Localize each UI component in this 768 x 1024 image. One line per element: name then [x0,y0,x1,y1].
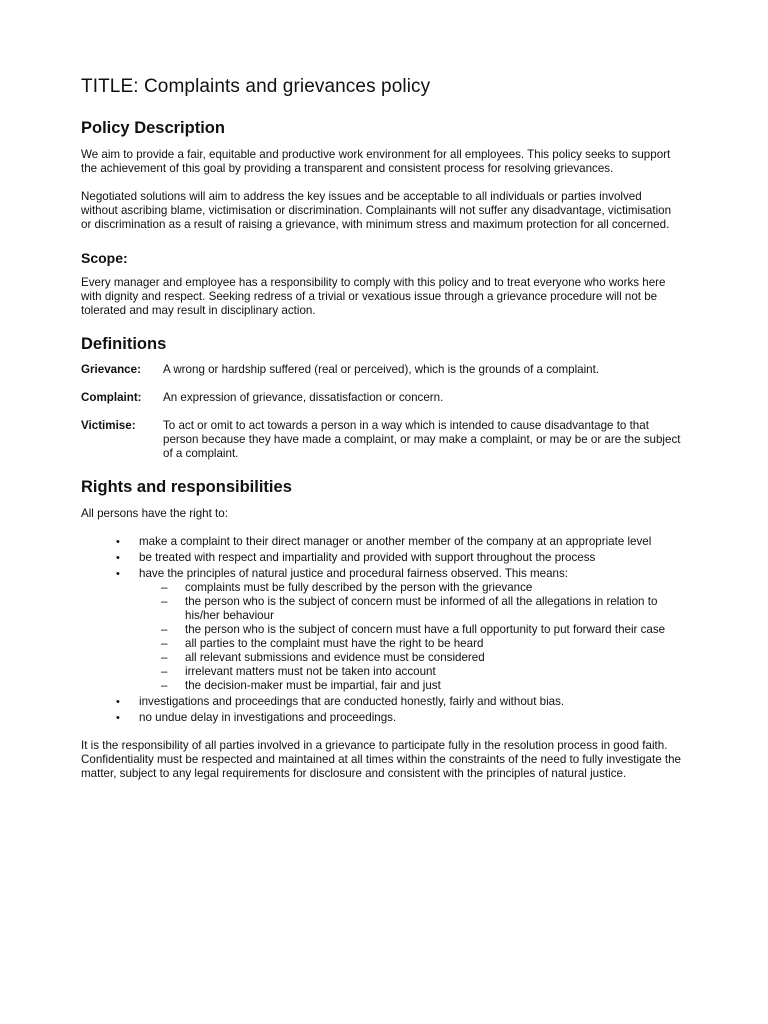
bullet-icon: • [116,536,120,548]
document-page [81,74,681,781]
rights-intro: All persons have the right to: [81,507,228,520]
sub-list-item [139,581,681,595]
definitions-section [81,333,681,461]
definitions-heading: Definitions [81,335,167,353]
sub-list-item [139,679,681,693]
policy-description-paragraph-1: We aim to provide a fair, equitable and productive work environment for all employees. This policy seeks to support the achievement of this goal by providing a transparent and consistent process for resolving grievances. [81,148,671,175]
dash-icon: – [161,581,168,594]
definition-term: Victimise: [81,419,136,432]
rights-heading: Rights and responsibilities [81,478,292,496]
list-item [81,535,681,549]
definition-text: An expression of grievance, dissatisfaction or concern. [163,391,444,404]
scope-section [81,248,681,318]
dash-icon: – [161,651,168,664]
list-item [81,567,681,693]
definition-text: A wrong or hardship suffered (real or perceived), which is the grounds of a complaint. [163,363,600,376]
list-item-text: be treated with respect and impartiality and provided with support throughout the process [139,551,596,564]
bullet-icon: • [116,552,120,564]
sub-list-item-text: all relevant submissions and evidence must be considered [185,651,485,664]
bullet-icon: • [116,696,120,708]
sub-list-item-text: the person who is the subject of concern must be informed of all the allegations in relation to his/her behaviour [185,595,658,622]
sub-list-item-text: complaints must be fully described by the person with the grievance [185,581,533,594]
list-item-text: no undue delay in investigations and proceedings. [139,711,397,724]
definition-term: Complaint: [81,391,142,404]
sub-list-item-text: all parties to the complaint must have the right to be heard [185,637,484,650]
definition-term: Grievance: [81,363,141,376]
scope-heading: Scope: [81,250,128,266]
definition-grievance [81,363,681,377]
list-item-text: have the principles of natural justice and procedural fairness observed. This means: [139,567,568,580]
policy-description-section [81,117,681,232]
rights-bullet-list [81,535,681,725]
sub-list-item [139,595,681,623]
dash-icon: – [161,623,168,636]
rights-closing-paragraph: It is the responsibility of all parties involved in a grievance to participate fully in the resolution process in good faith. Confidentiality must be respected and maintained at all times within the constraints of the need to fully investigate the matter, subject to any legal requirements for disclosure and consistent with the principles of natural justice. [81,739,681,780]
policy-description-heading: Policy Description [81,119,225,137]
bullet-icon: • [116,712,120,724]
dash-icon: – [161,595,168,608]
sub-list-item [139,623,681,637]
sub-list-item-text: the person who is the subject of concern must have a full opportunity to put forward their case [185,623,666,636]
list-item [81,551,681,565]
sub-list-item [139,651,681,665]
dash-icon: – [161,679,168,692]
list-item [81,695,681,709]
dash-icon: – [161,637,168,650]
list-item [81,711,681,725]
definition-complaint [81,391,681,405]
list-item-text: make a complaint to their direct manager or another member of the company at an appropriate level [139,535,652,548]
sub-list-item [139,637,681,651]
natural-justice-sublist [139,581,681,693]
sub-list-item-text: irrelevant matters must not be taken into account [185,665,436,678]
bullet-icon: • [116,568,120,580]
definition-text: To act or omit to act towards a person in a way which is intended to cause disadvantage to that person because they have made a complaint, or may make a complaint, or may be or are the subject of a complaint. [163,419,681,460]
policy-description-paragraph-2: Negotiated solutions will aim to address the key issues and be acceptable to all individuals or parties involved without ascribing blame, victimisation or discrimination. Complainants will not suffer any disadvantage, victimisation or discrimination as a result of raising a grievance, with minimum stress and maximum protection for all concerned. [81,190,672,231]
sub-list-item-text: the decision-maker must be impartial, fair and just [185,679,441,692]
scope-paragraph: Every manager and employee has a responsibility to comply with this policy and to treat everyone who works here with dignity and respect. Seeking redress of a trivial or vexatious issue through a grievance procedure will not be tolerated and may result in disciplinary action. [81,276,666,317]
sub-list-item [139,665,681,679]
definition-victimise [81,419,681,461]
document-title: TITLE: Complaints and grievances policy [81,76,431,97]
rights-section [81,476,681,781]
dash-icon: – [161,665,168,678]
list-item-text: investigations and proceedings that are conducted honestly, fairly and without bias. [139,695,565,708]
